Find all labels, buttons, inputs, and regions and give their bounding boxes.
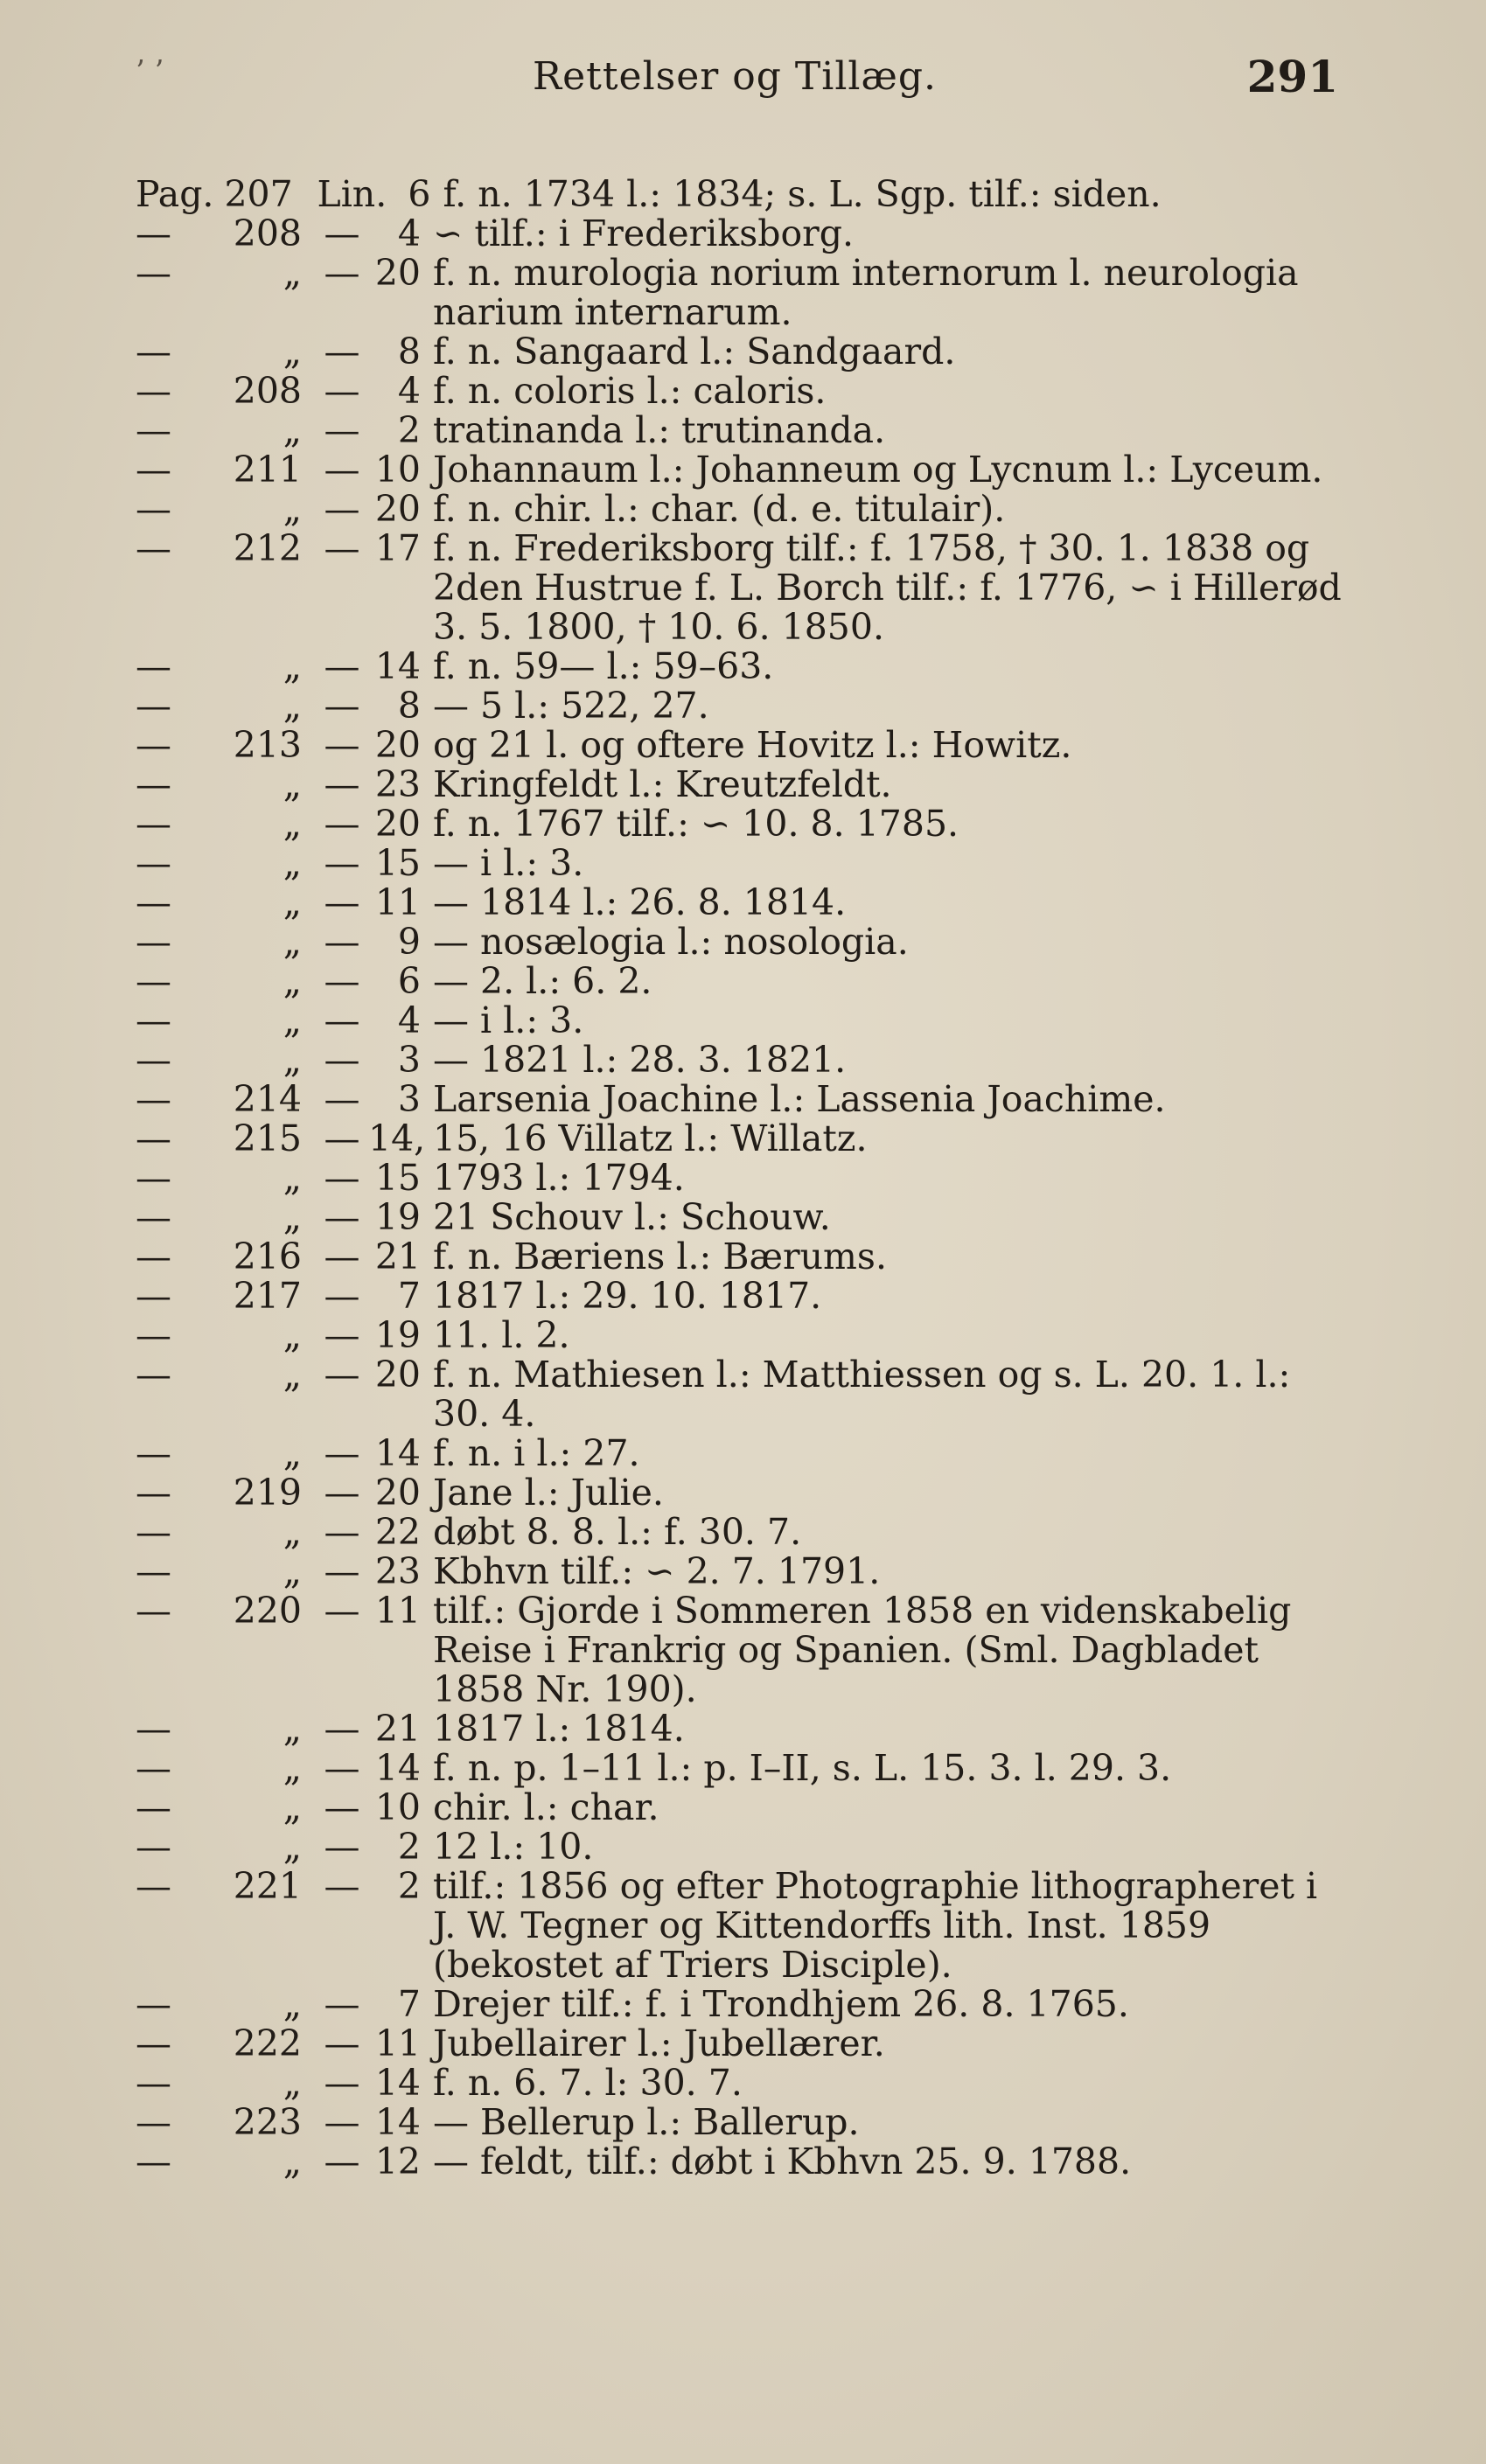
entry-page: „ [283, 1432, 302, 1474]
entry-line-prefix: — [324, 409, 360, 451]
entry-page-prefix: — [136, 527, 171, 569]
entry-correction: Jubellairer l.: Jubellærer. [433, 2022, 885, 2064]
errata-entry [136, 1749, 1343, 1788]
entry-page: „ [283, 2140, 302, 2182]
entry-page: „ [283, 1196, 302, 1238]
errata-entry [136, 1985, 1343, 2024]
entry-line-prefix: — [324, 212, 360, 254]
entry-line: 2 [397, 409, 421, 451]
entry-line: 20 [374, 803, 421, 845]
entry-line: 20 [374, 1354, 421, 1396]
entry-page-prefix: — [136, 252, 171, 294]
entry-correction: f. n. Sangaard l.: Sandgaard. [433, 331, 956, 372]
entry-page: „ [283, 842, 302, 884]
entry-line-prefix: — [324, 1865, 360, 1907]
entry-page: „ [283, 1786, 302, 1828]
entry-line: 14 [374, 645, 421, 687]
errata-entry [136, 647, 1343, 686]
entry-line: 20 [374, 488, 421, 530]
entry-page: 217 [233, 1275, 302, 1317]
entry-page: 212 [233, 527, 302, 569]
page-header [131, 51, 1338, 110]
entry-correction: 11. l. 2. [433, 1314, 570, 1356]
entry-correction: — i l.: 3. [433, 842, 584, 884]
entry-correction: 21 Schouv l.: Schouw. [433, 1196, 831, 1238]
errata-entry [136, 372, 1343, 411]
entry-correction: 1817 l.: 1814. [433, 1708, 685, 1750]
errata-entry [136, 490, 1343, 529]
entry-page: 208 [233, 212, 302, 254]
errata-entry [136, 686, 1343, 726]
entry-page: 213 [233, 724, 302, 766]
entry-page: „ [283, 1983, 302, 2025]
entry-page-prefix: — [136, 2062, 171, 2104]
errata-entry [136, 1119, 1343, 1159]
entry-page-prefix: — [136, 1826, 171, 1868]
entry-page-prefix: — [136, 645, 171, 687]
entry-line-prefix: — [324, 2101, 360, 2143]
entry-correction: — 1821 l.: 28. 3. 1821. [433, 1039, 847, 1081]
entry-line-prefix: — [324, 1590, 360, 1632]
entry-line: 20 [374, 252, 421, 294]
entry-line: 8 [397, 331, 421, 372]
entry-line-prefix: — [324, 881, 360, 923]
entry-line-prefix: — [324, 1157, 360, 1199]
entry-line-prefix: — [324, 1550, 360, 1592]
entry-page-prefix: — [136, 881, 171, 923]
entry-line: 11 [374, 1590, 421, 1632]
entry-page-prefix: — [136, 960, 171, 1002]
entry-correction: 1793 l.: 1794. [433, 1157, 685, 1199]
entry-page-prefix: — [136, 1235, 171, 1277]
entry-line-prefix: — [324, 1708, 360, 1750]
entry-line: 10 [374, 1786, 421, 1828]
errata-entry [136, 765, 1343, 804]
entry-correction: f. n. i l.: 27. [433, 1432, 640, 1474]
entry-correction: f. n. coloris l.: caloris. [433, 370, 827, 412]
entry-line: 19 [374, 1196, 421, 1238]
errata-entry [136, 883, 1343, 922]
errata-entry [136, 2064, 1343, 2103]
entry-line: 14 [374, 1747, 421, 1789]
entry-correction: f. n. p. 1–11 l.: p. I–II, s. L. 15. 3. l. 29. 3. [433, 1747, 1172, 1789]
entry-correction: Kbhvn tilf.: ∽ 2. 7. 1791. [433, 1550, 881, 1592]
entry-correction: Johannaum l.: Johanneum og Lycnum l.: Lyceum. [433, 449, 1323, 491]
entry-correction: døbt 8. 8. l.: f. 30. 7. [433, 1511, 802, 1553]
entry-correction: og 21 l. og oftere Hovitz l.: Howitz. [433, 724, 1072, 766]
entry-line-prefix: — [324, 1078, 360, 1120]
entry-page-prefix: — [136, 803, 171, 845]
entry-line: 17 [374, 527, 421, 569]
errata-entry [136, 1513, 1343, 1552]
entry-page-prefix: Pag. [136, 173, 214, 215]
entry-line-prefix: — [324, 1235, 360, 1277]
entry-page-prefix: — [136, 1472, 171, 1514]
entry-line-prefix: — [324, 1511, 360, 1553]
errata-entry [136, 1434, 1343, 1473]
entry-line: 4 [397, 212, 421, 254]
entry-line: 23 [374, 1550, 421, 1592]
entry-line-prefix: — [324, 960, 360, 1002]
errata-entry [136, 1591, 1343, 1709]
entry-line: 4 [397, 370, 421, 412]
entry-correction: Jane l.: Julie. [433, 1472, 664, 1514]
entry-page-prefix: — [136, 999, 171, 1041]
entry-line: 11 [374, 881, 421, 923]
errata-entry [136, 1552, 1343, 1591]
entry-page: „ [283, 1314, 302, 1356]
entry-page: „ [283, 1708, 302, 1750]
entry-line: 2 [397, 1865, 421, 1907]
entry-page-prefix: — [136, 921, 171, 963]
entry-page: 208 [233, 370, 302, 412]
entry-line: 15 [374, 1157, 421, 1199]
errata-entry [136, 1709, 1343, 1749]
entry-page-prefix: — [136, 1314, 171, 1356]
errata-entry [136, 922, 1343, 962]
entry-page-prefix: — [136, 1354, 171, 1396]
entry-correction: f. n. Mathiesen l.: Matthiessen og s. L. 20. 1. l.: 30. 4. [433, 1354, 1291, 1435]
entry-page: „ [283, 1511, 302, 1553]
errata-entry [136, 1867, 1343, 1985]
entry-line-prefix: — [324, 2062, 360, 2104]
entry-page: „ [283, 960, 302, 1002]
errata-entry [136, 1001, 1343, 1041]
entry-correction: 1817 l.: 29. 10. 1817. [433, 1275, 822, 1317]
entry-line-prefix: — [324, 449, 360, 491]
entry-page: 215 [233, 1117, 302, 1159]
entry-line: 12 [374, 2140, 421, 2182]
entry-line-prefix: Lin. [317, 173, 387, 215]
entry-page: 211 [233, 449, 302, 491]
errata-entry [136, 214, 1343, 254]
entry-page: „ [283, 881, 302, 923]
entry-page: 219 [233, 1472, 302, 1514]
entry-line: 14 [374, 2101, 421, 2143]
entry-line-prefix: — [324, 370, 360, 412]
errata-entry [136, 2024, 1343, 2064]
entry-line-prefix: — [324, 763, 360, 805]
entry-page: „ [283, 1826, 302, 1868]
entry-page: „ [283, 252, 302, 294]
entry-page: 214 [233, 1078, 302, 1120]
entry-line: 22 [374, 1511, 421, 1553]
errata-entry [136, 1473, 1343, 1513]
entry-line: 19 [374, 1314, 421, 1356]
entry-correction: f. n. 59— l.: 59–63. [433, 645, 774, 687]
entry-page: 220 [233, 1590, 302, 1632]
errata-entry [136, 1237, 1343, 1277]
entry-page: „ [283, 1354, 302, 1396]
entry-page: „ [283, 645, 302, 687]
entry-page: „ [283, 921, 302, 963]
entry-line: 6 [408, 173, 431, 215]
entry-page-prefix: — [136, 1078, 171, 1120]
entry-correction: ∽ tilf.: i Frederiksborg. [433, 212, 855, 254]
errata-entry [136, 1827, 1343, 1867]
entry-page-prefix: — [136, 449, 171, 491]
entry-correction: — i l.: 3. [433, 999, 584, 1041]
entry-page-prefix: — [136, 1117, 171, 1159]
entry-line: 7 [397, 1983, 421, 2025]
errata-entry [136, 1080, 1343, 1119]
entry-page: „ [283, 1039, 302, 1081]
errata-entry [136, 804, 1343, 844]
entry-page-prefix: — [136, 212, 171, 254]
entry-line: 20 [374, 1472, 421, 1514]
errata-entry [136, 1198, 1343, 1237]
entry-line: 3 [397, 1039, 421, 1081]
entry-page-prefix: — [136, 842, 171, 884]
entry-line-prefix: — [324, 921, 360, 963]
errata-entry [136, 175, 1343, 214]
entry-page: „ [283, 1157, 302, 1199]
entry-page: „ [283, 999, 302, 1041]
entry-correction: — nosælogia l.: nosologia. [433, 921, 909, 963]
entry-line: 21 [374, 1235, 421, 1277]
errata-entry [136, 411, 1343, 450]
entry-line-prefix: — [324, 527, 360, 569]
entry-line-prefix: — [324, 645, 360, 687]
errata-entry [136, 450, 1343, 490]
entry-line: 14, [368, 1117, 426, 1159]
entry-line-prefix: — [324, 2022, 360, 2064]
entry-page: „ [283, 1550, 302, 1592]
entry-line-prefix: — [324, 2140, 360, 2182]
errata-entry [136, 1041, 1343, 1080]
entry-line: 11 [374, 2022, 421, 2064]
entry-line: 8 [397, 685, 421, 727]
header-mark: ʼ ʼ [135, 54, 164, 89]
entry-page: „ [283, 488, 302, 530]
entry-page-prefix: — [136, 2140, 171, 2182]
entry-line: 15 [374, 842, 421, 884]
entry-page-prefix: — [136, 1196, 171, 1238]
entry-page-prefix: — [136, 409, 171, 451]
entry-line-prefix: — [324, 685, 360, 727]
entry-line-prefix: — [324, 488, 360, 530]
entry-line: 20 [374, 724, 421, 766]
entry-page-prefix: — [136, 488, 171, 530]
entry-page-prefix: — [136, 1983, 171, 2025]
entry-page-prefix: — [136, 1511, 171, 1553]
entry-line-prefix: — [324, 803, 360, 845]
entry-page-prefix: — [136, 1590, 171, 1632]
entry-line-prefix: — [324, 1314, 360, 1356]
errata-entry [136, 1159, 1343, 1198]
entry-line-prefix: — [324, 1196, 360, 1238]
errata-entry [136, 726, 1343, 765]
entry-line-prefix: — [324, 1786, 360, 1828]
entry-line-prefix: — [324, 1117, 360, 1159]
entry-page-prefix: — [136, 763, 171, 805]
entry-line: 23 [374, 763, 421, 805]
entry-page: „ [283, 763, 302, 805]
entry-page-prefix: — [136, 331, 171, 372]
entry-line: 9 [397, 921, 421, 963]
entry-line-prefix: — [324, 724, 360, 766]
errata-entry [136, 254, 1343, 332]
entry-line-prefix: — [324, 1472, 360, 1514]
entry-line: 7 [397, 1275, 421, 1317]
entry-line-prefix: — [324, 1039, 360, 1081]
entry-page: „ [283, 331, 302, 372]
entry-page: „ [283, 803, 302, 845]
entry-page: 207 [224, 173, 293, 215]
entry-line: 2 [397, 1826, 421, 1868]
errata-entry [136, 529, 1343, 647]
entry-correction: tilf.: Gjorde i Sommeren 1858 en videnskabelig Reise i Frankrig og Spanien. (Sml. Dagbladet 1858 Nr. 190). [433, 1590, 1292, 1710]
entry-correction: f. n. 1767 tilf.: ∽ 10. 8. 1785. [433, 803, 959, 845]
entry-page: 216 [233, 1235, 302, 1277]
errata-entry [136, 2103, 1343, 2142]
entry-line-prefix: — [324, 999, 360, 1041]
entry-page-prefix: — [136, 724, 171, 766]
entry-line-prefix: — [324, 842, 360, 884]
running-title: Rettelser og Tillæg. [533, 54, 937, 99]
entry-line-prefix: — [324, 252, 360, 294]
entry-page-prefix: — [136, 1708, 171, 1750]
errata-entry [136, 1316, 1343, 1355]
entry-page: „ [283, 2062, 302, 2104]
entry-page-prefix: — [136, 1039, 171, 1081]
errata-entry [136, 1277, 1343, 1316]
entry-line: 14 [374, 1432, 421, 1474]
entry-line: 21 [374, 1708, 421, 1750]
entry-correction: — 5 l.: 522, 27. [433, 685, 709, 727]
entry-line-prefix: — [324, 1983, 360, 2025]
entry-page-prefix: — [136, 1747, 171, 1789]
entry-correction: Drejer tilf.: f. i Trondhjem 26. 8. 1765. [433, 1983, 1129, 2025]
entry-page: 221 [233, 1865, 302, 1907]
entry-correction: 15, 16 Villatz l.: Willatz. [433, 1117, 868, 1159]
entry-line-prefix: — [324, 331, 360, 372]
entry-page: 222 [233, 2022, 302, 2064]
entry-line: 4 [397, 999, 421, 1041]
entry-correction: Kringfeldt l.: Kreutzfeldt. [433, 763, 892, 805]
entry-correction: — 1814 l.: 26. 8. 1814. [433, 881, 847, 923]
entry-line-prefix: — [324, 1826, 360, 1868]
entry-correction: f. n. murologia norium internorum l. neurologia narium internarum. [433, 252, 1299, 333]
entry-correction: f. n. chir. l.: char. (d. e. titulair). [433, 488, 1006, 530]
entry-correction: Larsenia Joachine l.: Lassenia Joachime. [433, 1078, 1166, 1120]
entry-correction: 12 l.: 10. [433, 1826, 594, 1868]
entry-page-prefix: — [136, 1157, 171, 1199]
entry-line: 6 [397, 960, 421, 1002]
entry-correction: f. n. 6. 7. l: 30. 7. [433, 2062, 743, 2104]
entry-correction: tratinanda l.: trutinanda. [433, 409, 886, 451]
entry-line-prefix: — [324, 1354, 360, 1396]
errata-entry [136, 1355, 1343, 1434]
entry-correction: chir. l.: char. [433, 1786, 659, 1828]
errata-list [136, 175, 1343, 2182]
entry-line-prefix: — [324, 1432, 360, 1474]
entry-correction: f. n. Bæriens l.: Bærums. [433, 1235, 887, 1277]
entry-page: „ [283, 409, 302, 451]
entry-line: 10 [374, 449, 421, 491]
entry-line: 3 [397, 1078, 421, 1120]
entry-page-prefix: — [136, 1432, 171, 1474]
entry-page-prefix: — [136, 370, 171, 412]
entry-page-prefix: — [136, 1275, 171, 1317]
entry-correction: — 2. l.: 6. 2. [433, 960, 652, 1002]
entry-page: „ [283, 685, 302, 727]
entry-page-prefix: — [136, 1865, 171, 1907]
page-number: 291 [1246, 51, 1338, 102]
errata-entry [136, 332, 1343, 372]
errata-entry [136, 2142, 1343, 2182]
entry-correction: tilf.: 1856 og efter Photographie lithographeret i J. W. Tegner og Kittendorffs lith. Inst. 1859 (bekostet af Triers Disciple). [433, 1865, 1318, 1986]
errata-entry [136, 962, 1343, 1001]
entry-page-prefix: — [136, 2101, 171, 2143]
entry-page: 223 [233, 2101, 302, 2143]
entry-line-prefix: — [324, 1275, 360, 1317]
errata-entry [136, 844, 1343, 883]
entry-line-prefix: — [324, 1747, 360, 1789]
entry-correction: — feldt, tilf.: døbt i Kbhvn 25. 9. 1788. [433, 2140, 1132, 2182]
entry-page-prefix: — [136, 1550, 171, 1592]
entry-correction: — Bellerup l.: Ballerup. [433, 2101, 860, 2143]
entry-page-prefix: — [136, 2022, 171, 2064]
entry-correction: f. n. 1734 l.: 1834; s. L. Sgp. tilf.: siden. [443, 173, 1162, 215]
entry-page-prefix: — [136, 685, 171, 727]
entry-page: „ [283, 1747, 302, 1789]
entry-correction: f. n. Frederiksborg tilf.: f. 1758, † 30. 1. 1838 og 2den Hustrue f. L. Borch tilf.: f. 1776, ∽ i Hillerød 3. 5. 1800, † 10. 6. 1850. [433, 527, 1342, 648]
errata-entry [136, 1788, 1343, 1827]
entry-line: 14 [374, 2062, 421, 2104]
entry-page-prefix: — [136, 1786, 171, 1828]
